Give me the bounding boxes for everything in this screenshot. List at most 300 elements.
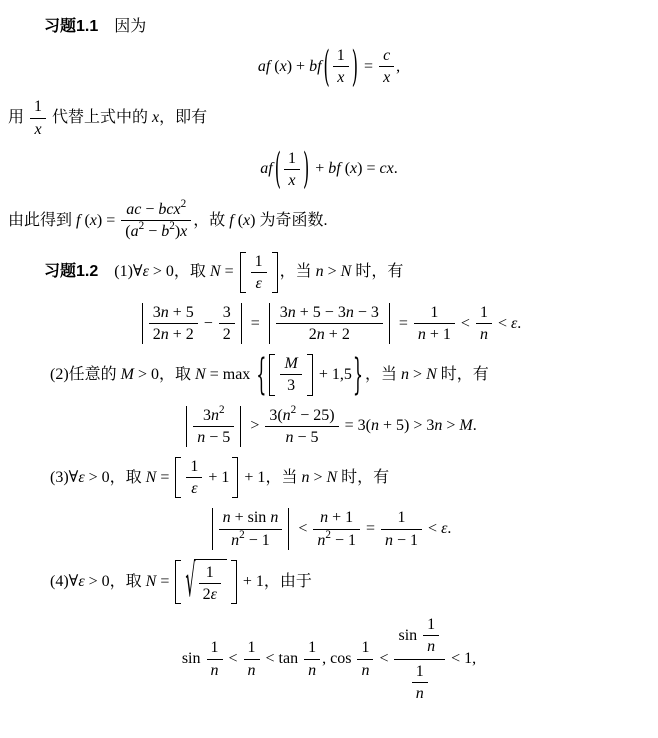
math-text: N <box>326 468 338 486</box>
equation-line <box>0 405 658 448</box>
group-body <box>274 302 385 345</box>
delimiter-glyph: ) <box>302 142 310 194</box>
math-text: − <box>141 201 159 219</box>
fraction <box>304 637 320 680</box>
math-text: a <box>130 223 139 241</box>
math-text: x <box>288 171 296 189</box>
fraction <box>219 507 283 550</box>
fraction <box>379 45 394 88</box>
delimited-group <box>174 456 239 499</box>
math-text: 3 <box>222 303 231 321</box>
math-text: ，取 <box>109 572 146 590</box>
math-text: 1 <box>190 458 199 475</box>
group-body <box>267 353 351 396</box>
math-text: 1 <box>415 662 424 680</box>
math-text: n <box>231 531 240 549</box>
math-text: > 0 <box>84 468 110 486</box>
math-text: + 5) > 3 <box>378 417 435 435</box>
fraction <box>280 353 301 396</box>
math-text: , <box>396 57 401 75</box>
fraction-denominator <box>333 66 349 88</box>
math-text: 3 <box>203 406 211 424</box>
fraction-denominator <box>381 529 422 551</box>
right-paren <box>351 40 359 91</box>
math-text: f <box>76 211 81 229</box>
math-text: ε <box>210 585 217 603</box>
fraction <box>284 148 300 191</box>
math-text: ε <box>142 263 149 281</box>
math-text: 1 <box>430 303 439 321</box>
math-text: 习题1.2 <box>44 263 99 281</box>
math-text: N <box>340 263 352 281</box>
math-text: ε <box>510 314 518 332</box>
math-text: 2 <box>180 198 187 211</box>
radical-body <box>194 559 227 605</box>
math-text: x <box>243 211 251 229</box>
abs-bar <box>288 508 289 549</box>
fraction-numerator <box>186 456 202 477</box>
delimiter-glyph: ( <box>274 142 281 194</box>
math-text: M <box>459 417 473 435</box>
math-text: ) = <box>357 160 380 178</box>
math-text: = max <box>205 365 255 383</box>
text-line <box>0 96 658 139</box>
math-text: n <box>301 468 310 486</box>
math-text: < <box>456 314 474 332</box>
right-paren <box>302 142 310 194</box>
math-text: + <box>311 160 329 178</box>
fraction <box>333 45 349 88</box>
math-text: ( <box>125 223 131 241</box>
math-text: ) = <box>96 211 120 229</box>
delimited-group <box>274 142 311 194</box>
group-body <box>278 353 303 396</box>
math-text: ac <box>126 201 142 219</box>
document-content <box>0 17 658 705</box>
math-text: > 0 <box>84 572 110 590</box>
abs-bar <box>389 303 390 344</box>
fraction <box>357 637 373 680</box>
math-text: > 0 <box>134 365 160 383</box>
math-text: − <box>144 223 162 241</box>
abs-bar <box>186 406 187 447</box>
math-text: 时，有 <box>351 263 404 281</box>
fraction-denominator <box>219 529 283 551</box>
math-text: n <box>385 531 393 549</box>
math-text: c <box>383 47 391 64</box>
abs-bar <box>269 303 270 344</box>
math-text: N <box>145 468 157 486</box>
equation-line <box>0 40 658 91</box>
fraction-numerator <box>276 302 383 323</box>
math-text: 2 <box>169 220 175 233</box>
math-text: ，即有 <box>159 109 208 127</box>
math-text: 1 <box>361 639 370 657</box>
math-text: x <box>383 69 391 87</box>
math-text: ( <box>340 160 351 178</box>
math-text: 3 <box>279 303 288 321</box>
math-text: < <box>493 314 511 332</box>
fraction <box>412 661 428 704</box>
math-text: n <box>160 326 169 344</box>
fraction-numerator <box>333 45 349 66</box>
math-text: 时，有 <box>436 365 489 383</box>
delimiter-glyph: ( <box>323 40 330 91</box>
math-text: 时，有 <box>337 468 390 486</box>
math-text: + 1 <box>240 468 266 486</box>
math-text: x <box>350 160 358 178</box>
math-text: = <box>361 520 379 538</box>
math-text: 2 <box>202 585 211 603</box>
math-text: x <box>34 120 42 138</box>
math-text: 2 <box>152 326 161 344</box>
left-brace <box>255 348 267 399</box>
delimited-group <box>268 353 313 396</box>
text-line <box>0 199 658 242</box>
math-text: + 5 − 3 <box>295 303 346 321</box>
fraction-denominator <box>357 659 373 681</box>
math-text: n <box>434 417 443 435</box>
fraction-denominator <box>193 426 234 448</box>
math-text: ε <box>78 468 85 486</box>
delimited-group <box>208 507 294 550</box>
math-text: ，故 <box>193 211 230 229</box>
math-text: 3 <box>152 303 161 321</box>
math-text: (3)∀ <box>50 468 79 486</box>
math-text: n <box>316 326 325 344</box>
math-text: , cos <box>322 650 356 667</box>
right-bracket <box>272 252 278 293</box>
math-text: ) + <box>286 57 310 75</box>
delimited-group <box>174 553 238 608</box>
fraction-denominator <box>244 659 260 681</box>
math-text: > <box>442 417 460 435</box>
math-text: n <box>415 684 424 702</box>
fraction-numerator <box>476 302 492 323</box>
math-text: n <box>479 326 488 344</box>
math-text: = <box>220 263 238 281</box>
math-text: 1 <box>308 639 317 657</box>
math-text: − 1 <box>393 531 419 549</box>
math-text: sin <box>398 627 422 645</box>
delimited-group <box>138 302 246 345</box>
fraction <box>30 96 46 139</box>
equation-line <box>0 142 658 194</box>
fraction-numerator <box>423 614 439 635</box>
math-text: − 1 <box>330 531 356 549</box>
math-text: n <box>270 509 279 527</box>
math-text: 1 <box>254 252 263 270</box>
math-text: n <box>317 531 326 549</box>
math-text: 1 <box>34 98 43 116</box>
math-text: bf <box>309 57 322 75</box>
math-text: sin <box>181 650 205 667</box>
fraction-numerator <box>193 405 234 426</box>
math-text: N <box>426 365 437 383</box>
fraction-numerator <box>199 562 221 583</box>
math-text: ，由于 <box>263 572 312 590</box>
group-body <box>217 507 285 550</box>
fraction-denominator <box>423 635 439 657</box>
math-text: n <box>345 303 354 321</box>
delimited-group <box>182 405 245 448</box>
math-text: < 1, <box>447 650 477 667</box>
math-text: 习题1.1 <box>44 18 99 35</box>
abs-bar <box>241 303 242 344</box>
fraction <box>476 302 492 345</box>
radical-glyph: √ <box>185 553 196 608</box>
fraction-numerator <box>121 199 191 220</box>
math-text: 1 <box>287 149 296 167</box>
fraction-numerator <box>313 507 360 528</box>
fraction-denominator <box>476 323 492 345</box>
math-text: n <box>210 661 219 679</box>
math-text: 1 <box>427 616 436 634</box>
abs-bar <box>212 508 213 549</box>
fraction-numerator <box>207 637 223 658</box>
math-text: 2 <box>222 326 231 344</box>
math-text: x <box>89 211 97 229</box>
fraction-numerator <box>219 302 235 323</box>
math-text: + 1 <box>204 468 230 486</box>
math-text: ε <box>255 274 262 292</box>
math-text: 1 <box>479 303 488 321</box>
math-text: > <box>323 263 341 281</box>
equation-line <box>0 613 658 705</box>
text-line <box>0 456 658 499</box>
math-text: ，当 <box>265 468 302 486</box>
delimited-group <box>265 302 394 345</box>
math-text: − <box>199 314 217 332</box>
math-text: ε <box>191 480 198 498</box>
group-body <box>191 405 236 448</box>
delimited-group <box>255 348 364 399</box>
delimiter-glyph: ) <box>351 40 359 91</box>
fraction-denominator <box>251 272 267 294</box>
fraction-numerator <box>244 637 260 658</box>
math-text: ( <box>270 57 280 75</box>
math-text: 2 <box>138 220 145 233</box>
fraction-numerator <box>304 637 320 658</box>
fraction-numerator <box>149 302 198 323</box>
fraction-denominator <box>186 477 202 499</box>
right-bracket <box>232 457 238 498</box>
math-text: ，当 <box>365 365 402 383</box>
math-text: 1 <box>397 509 406 527</box>
math-text: . <box>517 314 522 332</box>
fraction <box>313 507 360 550</box>
fraction <box>394 613 445 705</box>
fraction-numerator <box>30 96 46 117</box>
abs-bar <box>142 303 143 344</box>
group-body <box>147 302 237 345</box>
fraction-denominator <box>276 323 383 345</box>
math-text: > <box>246 417 264 435</box>
math-text: + 1 <box>425 326 451 344</box>
math-text: . <box>447 520 452 538</box>
math-text: n <box>197 428 206 446</box>
math-text: − 1 <box>244 531 270 549</box>
math-text: ( <box>80 211 90 229</box>
math-text: + 2 <box>324 326 350 344</box>
math-text: − 5 <box>293 428 319 446</box>
math-text: . <box>393 160 398 178</box>
math-text: x <box>152 109 160 127</box>
fraction-numerator <box>379 45 394 66</box>
group-body <box>184 553 228 608</box>
left-bracket <box>269 354 275 395</box>
fraction-denominator <box>414 323 455 345</box>
fraction-numerator <box>357 637 373 658</box>
math-text: af <box>260 160 273 178</box>
math-text: = <box>246 314 264 332</box>
math-text: < <box>424 520 442 538</box>
math-text: ( <box>233 211 244 229</box>
fraction-denominator <box>149 323 198 345</box>
left-bracket <box>175 560 181 604</box>
math-text: x <box>279 57 287 75</box>
math-text: 3( <box>269 406 283 424</box>
math-text: < <box>375 650 393 667</box>
fraction-denominator <box>265 426 338 448</box>
fraction <box>251 251 267 294</box>
fraction <box>276 302 383 345</box>
left-bracket <box>175 457 181 498</box>
fraction-numerator <box>412 661 428 682</box>
fraction <box>193 405 234 448</box>
right-bracket <box>307 354 313 395</box>
math-text: 因为 <box>98 18 147 35</box>
text-line <box>0 17 658 37</box>
math-text: n <box>285 428 294 446</box>
math-text: ，当 <box>279 263 316 281</box>
fraction-denominator <box>379 66 394 88</box>
math-text: − 5 <box>205 428 231 446</box>
fraction-numerator <box>280 353 301 374</box>
fraction <box>121 199 191 242</box>
math-text: n <box>211 406 219 424</box>
fraction-denominator <box>280 374 301 396</box>
math-text: 1 <box>247 639 256 657</box>
math-text: n <box>308 661 317 679</box>
math-text: 为奇函数. <box>259 211 328 229</box>
left-paren <box>274 142 282 194</box>
fraction-numerator <box>414 302 455 323</box>
fraction-denominator <box>30 118 46 140</box>
fraction <box>219 302 235 345</box>
text-line <box>0 348 658 399</box>
equation-line <box>0 302 658 345</box>
fraction <box>414 302 455 345</box>
math-text: n <box>222 509 231 527</box>
text-line <box>0 553 658 608</box>
fraction-denominator <box>304 659 320 681</box>
math-text: N <box>209 263 221 281</box>
math-text: < <box>294 520 312 538</box>
math-text: (1)∀ <box>98 263 143 281</box>
math-text: + sin <box>230 509 271 527</box>
math-text: > <box>309 468 327 486</box>
math-text: < tan <box>261 650 303 667</box>
math-text: n <box>282 406 291 424</box>
right-bracket <box>231 560 237 604</box>
math-text: f <box>229 211 234 229</box>
left-bracket <box>240 252 246 293</box>
math-text: n <box>315 263 324 281</box>
math-text: 用 <box>8 109 29 127</box>
math-text: = <box>394 314 412 332</box>
math-text: ，取 <box>159 365 196 383</box>
math-text: 由此得到 <box>8 211 77 229</box>
math-text: af <box>257 57 271 75</box>
fraction-denominator <box>284 169 300 191</box>
fraction-denominator <box>412 682 428 704</box>
math-text: 2 <box>308 326 317 344</box>
group-body <box>331 45 351 88</box>
math-text: > <box>409 365 427 383</box>
math-text: N <box>145 572 157 590</box>
math-text: 1 <box>336 47 345 64</box>
fraction-numerator <box>219 507 283 528</box>
math-text: cx <box>379 160 394 178</box>
right-brace <box>352 348 364 399</box>
math-text: n <box>247 661 256 679</box>
abs-bar <box>240 406 241 447</box>
fraction <box>199 562 221 605</box>
math-text: + 1,5 <box>314 365 352 383</box>
math-text: bf <box>328 160 341 178</box>
left-paren <box>323 40 331 91</box>
math-text: 2 <box>290 403 297 416</box>
math-text: ε <box>441 520 448 538</box>
fraction-numerator <box>251 251 267 272</box>
delimiter-glyph: { <box>256 348 267 399</box>
equation-line <box>0 507 658 550</box>
math-text: 1 <box>210 639 219 657</box>
math-text: n <box>370 417 379 435</box>
math-text: n <box>160 303 169 321</box>
fraction-denominator <box>313 529 360 551</box>
math-text: 3 <box>287 377 296 395</box>
math-text: . <box>472 417 477 435</box>
fraction <box>265 405 338 448</box>
math-text: − 3 <box>353 303 379 321</box>
math-text: = <box>156 468 174 486</box>
fraction-denominator <box>219 323 235 345</box>
text-line <box>0 251 658 294</box>
fraction <box>186 456 202 499</box>
math-text: M <box>284 355 298 373</box>
math-text: 2 <box>219 403 225 416</box>
math-text: − 25) <box>296 406 335 424</box>
fraction <box>244 637 260 680</box>
math-text: (2) <box>50 365 69 383</box>
delimited-group <box>323 40 360 91</box>
fraction <box>381 507 422 550</box>
math-text: = 3( <box>340 417 371 435</box>
fraction <box>423 614 439 657</box>
delimiter-glyph: } <box>352 348 364 399</box>
fraction-denominator <box>394 659 445 705</box>
math-text: = <box>360 57 378 75</box>
math-text: n <box>401 365 410 383</box>
math-text: x <box>180 223 188 241</box>
math-text: ，取 <box>173 263 210 281</box>
fraction <box>207 637 223 680</box>
math-text: ) <box>174 223 181 241</box>
radical-sign <box>185 553 196 608</box>
fraction-numerator <box>394 613 445 658</box>
